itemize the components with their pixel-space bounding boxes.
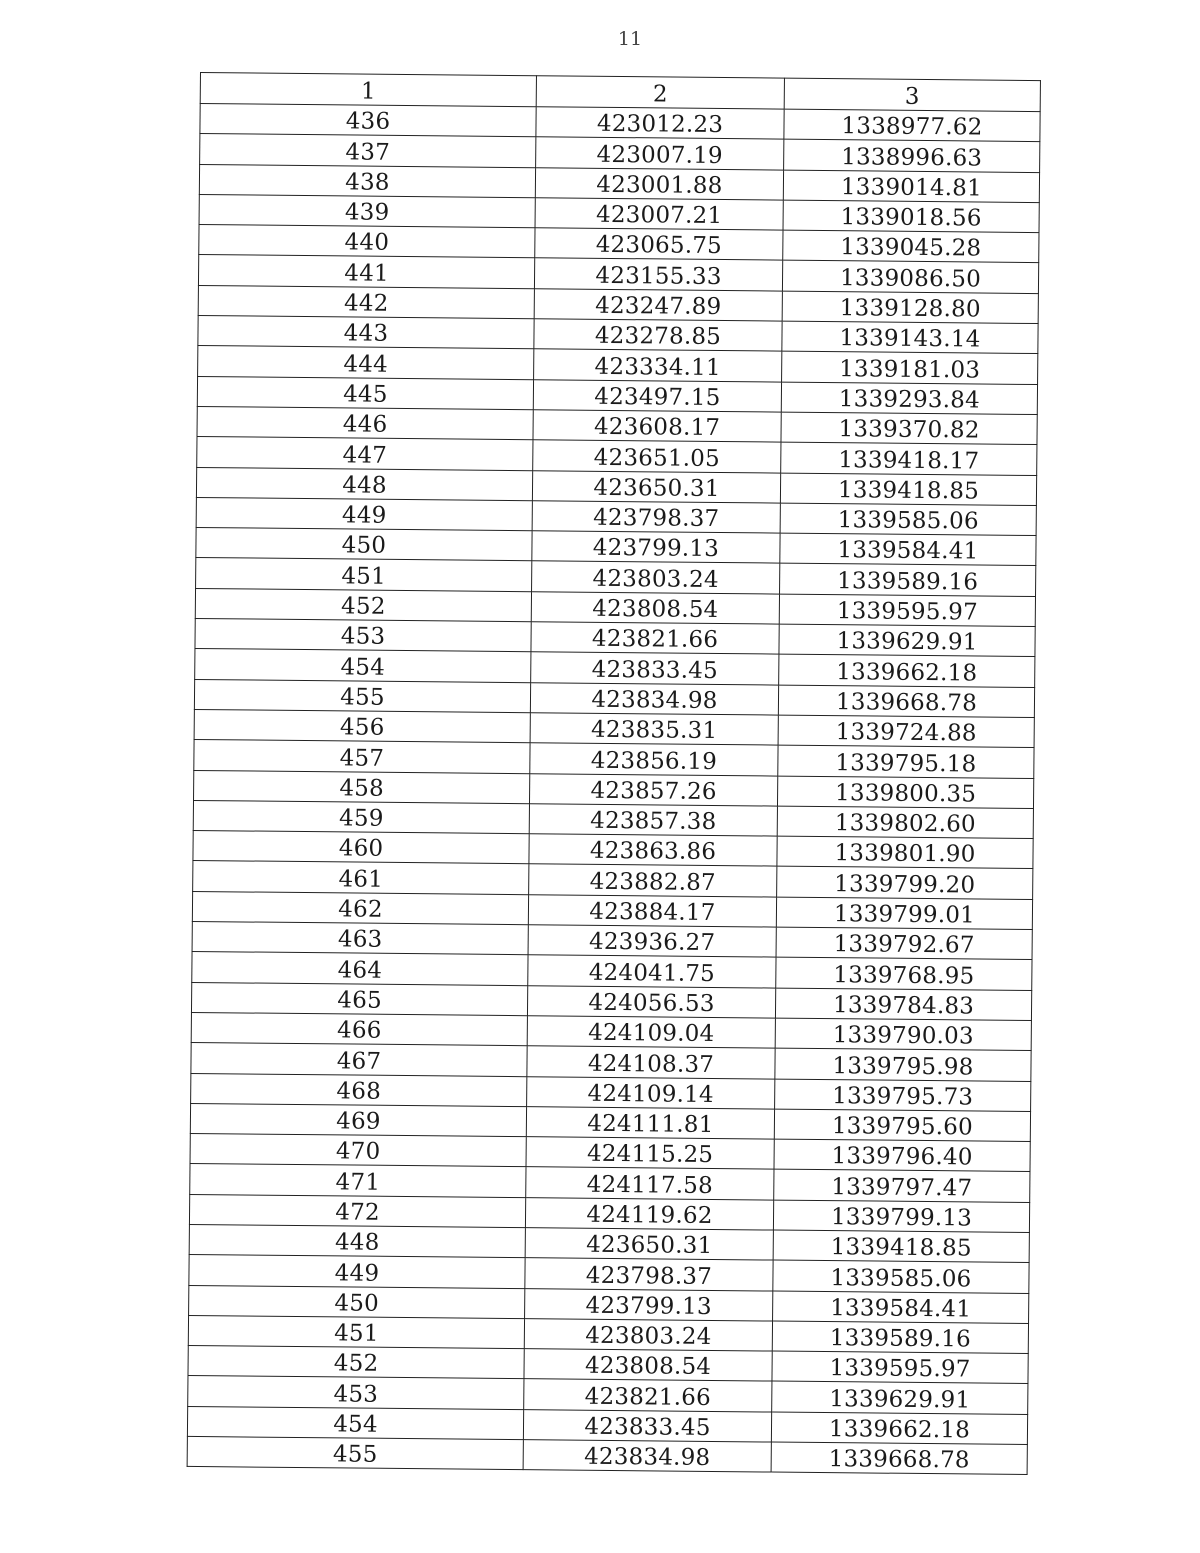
cell-point-number: 436 (200, 104, 536, 138)
cell-x-coordinate: 423798.37 (525, 1258, 773, 1291)
cell-point-number: 457 (194, 740, 530, 774)
cell-point-number: 456 (194, 709, 530, 743)
cell-x-coordinate: 423808.54 (524, 1349, 772, 1382)
coordinates-table (187, 72, 1041, 1475)
cell-y-coordinate: 1339143.14 (782, 321, 1038, 354)
cell-x-coordinate: 423007.19 (536, 137, 784, 170)
cell-y-coordinate: 1338996.63 (784, 139, 1040, 172)
cell-point-number: 438 (199, 164, 535, 198)
cell-point-number: 440 (199, 225, 535, 259)
cell-point-number: 448 (189, 1224, 525, 1258)
cell-x-coordinate: 423799.13 (525, 1288, 773, 1321)
column-header-point-number: 1 (200, 73, 536, 107)
cell-x-coordinate: 423650.31 (532, 470, 780, 503)
cell-point-number: 450 (196, 528, 532, 562)
cell-x-coordinate: 424109.04 (527, 1016, 775, 1049)
cell-x-coordinate: 423835.31 (530, 713, 778, 746)
cell-y-coordinate: 1339418.17 (781, 442, 1037, 475)
cell-y-coordinate: 1339796.40 (774, 1139, 1030, 1172)
cell-y-coordinate: 1339790.03 (775, 1018, 1031, 1051)
cell-point-number: 471 (190, 1164, 526, 1198)
coordinates-table-container (187, 72, 1040, 1475)
cell-x-coordinate: 423497.15 (533, 379, 781, 412)
column-header-x-coordinate: 2 (536, 76, 784, 109)
cell-y-coordinate: 1339584.41 (773, 1291, 1029, 1324)
cell-point-number: 467 (191, 1043, 527, 1077)
cell-x-coordinate: 423834.98 (523, 1440, 771, 1473)
cell-y-coordinate: 1339795.18 (778, 745, 1034, 778)
cell-x-coordinate: 423803.24 (524, 1319, 772, 1352)
cell-x-coordinate: 423650.31 (525, 1228, 773, 1261)
cell-x-coordinate: 423882.87 (529, 864, 777, 897)
cell-point-number: 453 (188, 1376, 524, 1410)
cell-point-number: 445 (197, 376, 533, 410)
cell-x-coordinate: 423608.17 (533, 410, 781, 443)
cell-y-coordinate: 1339595.97 (772, 1351, 1028, 1384)
cell-y-coordinate: 1339799.01 (776, 897, 1032, 930)
cell-y-coordinate: 1339799.20 (777, 866, 1033, 899)
cell-x-coordinate: 423007.21 (535, 198, 783, 231)
cell-point-number: 465 (191, 982, 527, 1016)
cell-x-coordinate: 423821.66 (531, 622, 779, 655)
cell-y-coordinate: 1339724.88 (778, 715, 1034, 748)
cell-y-coordinate: 1339045.28 (783, 230, 1039, 263)
cell-y-coordinate: 1339086.50 (782, 261, 1038, 294)
cell-point-number: 464 (192, 952, 528, 986)
cell-y-coordinate: 1339629.91 (772, 1382, 1028, 1415)
table-body (187, 104, 1040, 1475)
cell-y-coordinate: 1339418.85 (773, 1230, 1029, 1263)
cell-y-coordinate: 1339662.18 (771, 1412, 1027, 1445)
cell-y-coordinate: 1339802.60 (777, 806, 1033, 839)
cell-y-coordinate: 1339014.81 (783, 170, 1039, 203)
cell-point-number: 461 (193, 861, 529, 895)
cell-x-coordinate: 423247.89 (534, 289, 782, 322)
cell-x-coordinate: 423798.37 (532, 501, 780, 534)
cell-y-coordinate: 1339668.78 (771, 1442, 1027, 1475)
cell-point-number: 443 (198, 316, 534, 350)
cell-point-number: 441 (198, 255, 534, 289)
cell-x-coordinate: 423821.66 (524, 1379, 772, 1412)
cell-y-coordinate: 1339128.80 (782, 291, 1038, 324)
cell-y-coordinate: 1339589.16 (772, 1321, 1028, 1354)
cell-x-coordinate: 423278.85 (534, 319, 782, 352)
cell-point-number: 449 (189, 1255, 525, 1289)
cell-y-coordinate: 1339768.95 (776, 957, 1032, 990)
cell-point-number: 450 (189, 1285, 525, 1319)
cell-y-coordinate: 1339585.06 (773, 1260, 1029, 1293)
cell-x-coordinate: 423799.13 (532, 531, 780, 564)
cell-point-number: 458 (194, 770, 530, 804)
cell-point-number: 442 (198, 285, 534, 319)
cell-point-number: 453 (195, 619, 531, 653)
cell-point-number: 452 (188, 1346, 524, 1380)
cell-point-number: 451 (188, 1315, 524, 1349)
cell-x-coordinate: 424117.58 (526, 1167, 774, 1200)
cell-x-coordinate: 423833.45 (531, 652, 779, 685)
cell-x-coordinate: 423833.45 (523, 1409, 771, 1442)
cell-point-number: 437 (200, 134, 536, 168)
cell-x-coordinate: 424041.75 (528, 955, 776, 988)
cell-point-number: 439 (199, 194, 535, 228)
cell-y-coordinate: 1339799.13 (773, 1200, 1029, 1233)
cell-x-coordinate: 424056.53 (527, 985, 775, 1018)
cell-x-coordinate: 423808.54 (531, 591, 779, 624)
cell-y-coordinate: 1339589.16 (780, 564, 1036, 597)
cell-point-number: 451 (196, 558, 532, 592)
cell-y-coordinate: 1339795.73 (775, 1079, 1031, 1112)
cell-y-coordinate: 1339018.56 (783, 200, 1039, 233)
cell-y-coordinate: 1339584.41 (780, 533, 1036, 566)
cell-point-number: 468 (191, 1073, 527, 1107)
column-header-y-coordinate: 3 (784, 78, 1040, 111)
cell-x-coordinate: 424108.37 (527, 1046, 775, 1079)
cell-x-coordinate: 423065.75 (535, 228, 783, 261)
cell-x-coordinate: 424111.81 (526, 1106, 774, 1139)
cell-point-number: 470 (190, 1134, 526, 1168)
cell-x-coordinate: 423012.23 (536, 107, 784, 140)
cell-y-coordinate: 1339668.78 (778, 685, 1034, 718)
cell-y-coordinate: 1339370.82 (781, 412, 1037, 445)
cell-y-coordinate: 1338977.62 (784, 109, 1040, 142)
cell-x-coordinate: 423651.05 (533, 440, 781, 473)
cell-point-number: 455 (194, 679, 530, 713)
cell-y-coordinate: 1339662.18 (779, 654, 1035, 687)
cell-point-number: 446 (197, 406, 533, 440)
cell-y-coordinate: 1339801.90 (777, 836, 1033, 869)
cell-point-number: 454 (187, 1406, 523, 1440)
cell-y-coordinate: 1339418.85 (780, 473, 1036, 506)
cell-x-coordinate: 423936.27 (528, 925, 776, 958)
cell-y-coordinate: 1339585.06 (780, 503, 1036, 536)
cell-y-coordinate: 1339784.83 (775, 988, 1031, 1021)
cell-y-coordinate: 1339293.84 (781, 382, 1037, 415)
cell-point-number: 463 (192, 921, 528, 955)
cell-point-number: 444 (198, 346, 534, 380)
cell-y-coordinate: 1339595.97 (779, 594, 1035, 627)
cell-point-number: 472 (189, 1194, 525, 1228)
cell-point-number: 455 (187, 1437, 523, 1471)
cell-point-number: 448 (196, 467, 532, 501)
cell-y-coordinate: 1339797.47 (774, 1169, 1030, 1202)
cell-x-coordinate: 423334.11 (534, 349, 782, 382)
cell-x-coordinate: 423001.88 (535, 167, 783, 200)
cell-y-coordinate: 1339629.91 (779, 624, 1035, 657)
cell-x-coordinate: 423155.33 (534, 258, 782, 291)
cell-point-number: 466 (191, 1012, 527, 1046)
cell-x-coordinate: 423834.98 (530, 682, 778, 715)
cell-x-coordinate: 423857.38 (529, 804, 777, 837)
page-number: 11 (617, 28, 643, 50)
cell-x-coordinate: 424109.14 (527, 1076, 775, 1109)
cell-y-coordinate: 1339792.67 (776, 927, 1032, 960)
cell-point-number: 452 (195, 588, 531, 622)
cell-x-coordinate: 423863.86 (529, 834, 777, 867)
cell-x-coordinate: 423884.17 (528, 894, 776, 927)
cell-y-coordinate: 1339181.03 (782, 351, 1038, 384)
cell-point-number: 454 (195, 649, 531, 683)
cell-y-coordinate: 1339795.60 (774, 1109, 1030, 1142)
cell-point-number: 460 (193, 831, 529, 865)
cell-point-number: 469 (190, 1103, 526, 1137)
cell-point-number: 459 (193, 800, 529, 834)
cell-x-coordinate: 423803.24 (532, 561, 780, 594)
cell-x-coordinate: 423856.19 (530, 743, 778, 776)
cell-y-coordinate: 1339795.98 (775, 1048, 1031, 1081)
cell-point-number: 449 (196, 497, 532, 531)
cell-x-coordinate: 424115.25 (526, 1137, 774, 1170)
cell-point-number: 462 (192, 891, 528, 925)
cell-y-coordinate: 1339800.35 (777, 776, 1033, 809)
cell-x-coordinate: 424119.62 (525, 1197, 773, 1230)
cell-point-number: 447 (197, 437, 533, 471)
cell-x-coordinate: 423857.26 (529, 773, 777, 806)
